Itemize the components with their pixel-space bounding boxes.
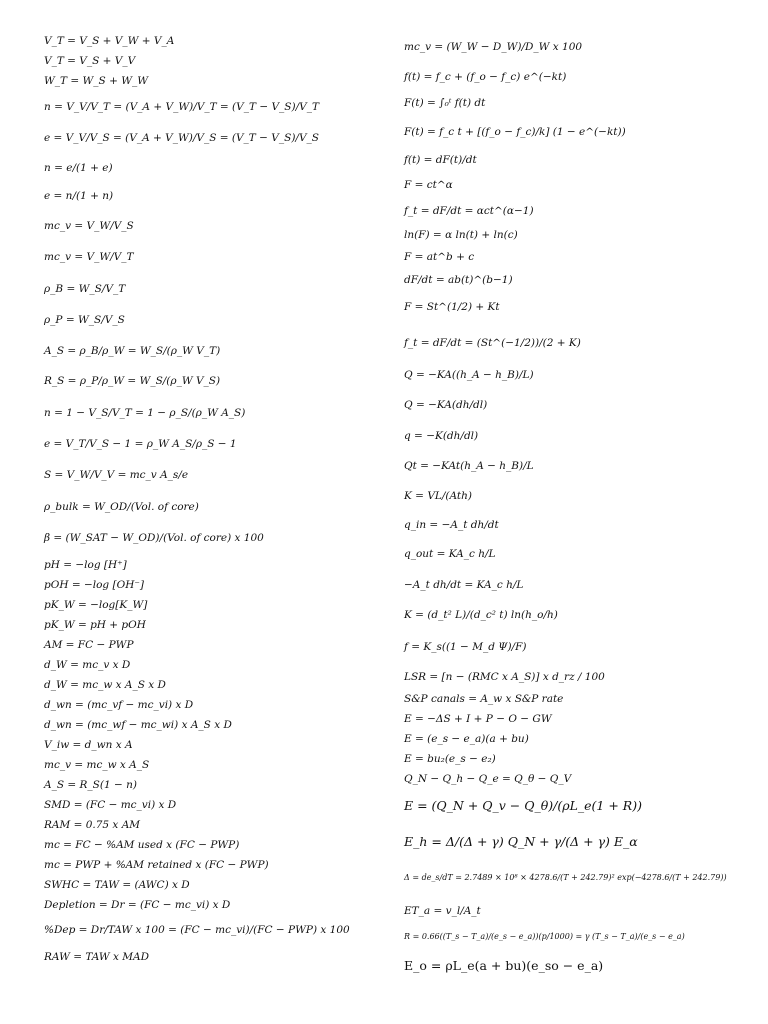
equation: K = VL/(Ath) — [404, 490, 472, 502]
equation: e = V_T/V_S − 1 = ρ_W A_S/ρ_S − 1 — [44, 438, 237, 450]
equation: E_o = ρL_e(a + bu)(e_so − e_a) — [404, 958, 604, 973]
equation: ET_a = v_l/A_t — [404, 905, 481, 917]
equation: q_out = KA_c h/L — [404, 548, 496, 560]
equation: F = ct^α — [404, 179, 453, 191]
equation: F(t) = ∫₀ᵗ f(t) dt — [404, 97, 486, 109]
equation: n = V_V/V_T = (V_A + V_W)/V_T = (V_T − V_S)/V_T — [44, 101, 319, 113]
equation: F = at^b + c — [404, 251, 475, 263]
equation: F(t) = f_c t + [(f_o − f_c)/k] (1 − e^(−kt)) — [404, 126, 626, 138]
equation: d_W = mc_w x A_S x D — [44, 679, 166, 691]
equation: Q_N − Q_h − Q_e = Q_θ − Q_V — [404, 773, 572, 785]
equation: f(t) = f_c + (f_o − f_c) e^(−kt) — [404, 71, 567, 83]
equation: SMD = (FC − mc_vi) x D — [44, 799, 177, 811]
equation: d_wn = (mc_wf − mc_wi) x A_S x D — [44, 719, 232, 731]
equation: Q = −KA(dh/dl) — [404, 399, 488, 411]
equation: pH = −log [H⁺] — [44, 559, 127, 571]
equation: V_T = V_S + V_W + V_A — [44, 35, 175, 47]
equation: pOH = −log [OH⁻] — [44, 579, 144, 591]
equation: S = V_W/V_V = mc_v A_s/e — [44, 469, 189, 481]
equation: R_S = ρ_P/ρ_W = W_S/(ρ_W V_S) — [44, 375, 221, 387]
equation: −A_t dh/dt = KA_c h/L — [404, 579, 524, 591]
equation: E = (Q_N + Q_v − Q_θ)/(ρL_e(1 + R)) — [404, 798, 642, 813]
equation: V_iw = d_wn x A — [44, 739, 133, 751]
equation: K = (d_t² L)/(d_c² t) ln(h_o/h) — [404, 609, 558, 621]
equation: ln(F) = α ln(t) + ln(c) — [404, 229, 518, 241]
equation: mc_v = (W_W − D_W)/D_W x 100 — [404, 41, 583, 53]
equation: mc = FC − %AM used x (FC − PWP) — [44, 839, 240, 851]
equation: R = 0.66((T_s − T_a)/(e_s − e_a))(p/1000) = γ (T_s − T_a)/(e_s − e_a) — [404, 932, 685, 941]
equation: LSR = [n − (RMC x A_S)] x d_rz / 100 — [404, 671, 605, 683]
equation: E_h = Δ/(Δ + γ) Q_N + γ/(Δ + γ) E_α — [404, 834, 638, 849]
equation: mc_v = V_W/V_T — [44, 251, 134, 263]
equation: f_t = dF/dt = αct^(α−1) — [404, 205, 534, 217]
equation: n = e/(1 + e) — [44, 162, 113, 174]
equation: e = V_V/V_S = (V_A + V_W)/V_S = (V_T − V_S)/V_S — [44, 132, 319, 144]
equation: A_S = ρ_B/ρ_W = W_S/(ρ_W V_T) — [44, 345, 221, 357]
equation: E = −ΔS + I + P − O − GW — [404, 713, 552, 725]
equation: V_T = V_S + V_V — [44, 55, 136, 67]
equation: mc_v = V_W/V_S — [44, 220, 134, 232]
equation: dF/dt = ab(t)^(b−1) — [404, 274, 513, 286]
equation: Q = −KA((h_A − h_B)/L) — [404, 369, 534, 381]
equation: W_T = W_S + W_W — [44, 75, 149, 87]
equation: mc_v = mc_w x A_S — [44, 759, 150, 771]
equation: q_in = −A_t dh/dt — [404, 519, 499, 531]
equation: SWHC = TAW = (AWC) x D — [44, 879, 190, 891]
equation: E = (e_s − e_a)(a + bu) — [404, 733, 529, 745]
equation: f_t = dF/dt = (St^(−1/2))/(2 + K) — [404, 337, 581, 349]
equation: A_S = R_S(1 − n) — [44, 779, 137, 791]
equation: β = (W_SAT − W_OD)/(Vol. of core) x 100 — [44, 532, 264, 544]
equation: ρ_bulk = W_OD/(Vol. of core) — [44, 501, 199, 513]
equation: RAM = 0.75 x AM — [44, 819, 141, 831]
equation: d_W = mc_v x D — [44, 659, 131, 671]
equation: ρ_P = W_S/V_S — [44, 314, 125, 326]
equation: n = 1 − V_S/V_T = 1 − ρ_S/(ρ_W A_S) — [44, 407, 246, 419]
equation: Δ = de_s/dT = 2.7489 × 10⁸ × 4278.6/(T + 242.79)² exp(−4278.6/(T + 242.79)) — [404, 873, 727, 882]
equation: f = K_s((1 − M_d Ψ)/F) — [404, 641, 527, 653]
equation: mc = PWP + %AM retained x (FC − PWP) — [44, 859, 269, 871]
equation: e = n/(1 + n) — [44, 190, 114, 202]
equation: pK_W = −log[K_W] — [44, 599, 148, 611]
equation: %Dep = Dr/TAW x 100 = (FC − mc_vi)/(FC − PWP) x 100 — [44, 924, 350, 936]
equation: Qt = −KAt(h_A − h_B)/L — [404, 460, 534, 472]
equation: AM = FC − PWP — [44, 639, 134, 651]
equation: F = St^(1/2) + Kt — [404, 301, 500, 313]
equation: RAW = TAW x MAD — [44, 951, 150, 963]
equation: q = −K(dh/dl) — [404, 430, 479, 442]
equation: S&P canals = A_w x S&P rate — [404, 693, 564, 705]
equation: E = bu₂(e_s − e₂) — [404, 753, 496, 765]
equation: f(t) = dF(t)/dt — [404, 154, 477, 166]
equation: pK_W = pH + pOH — [44, 619, 146, 631]
equation: d_wn = (mc_vf − mc_vi) x D — [44, 699, 194, 711]
equation: Depletion = Dr = (FC − mc_vi) x D — [44, 899, 231, 911]
equation: ρ_B = W_S/V_T — [44, 283, 126, 295]
